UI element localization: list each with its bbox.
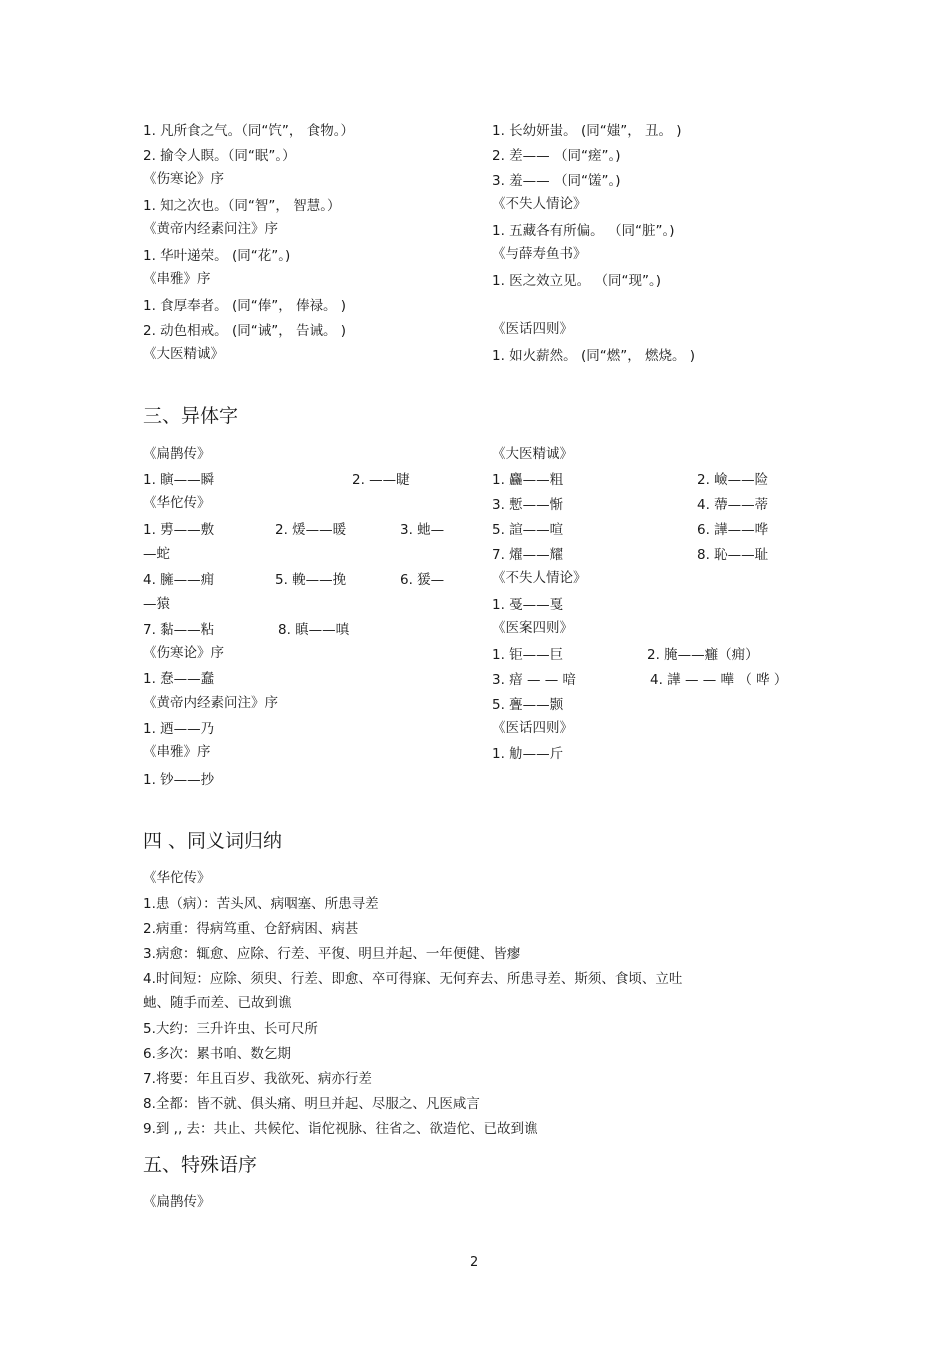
s3-right-item: 3. 瘖 — — 喑 bbox=[492, 672, 577, 688]
s3-left-item: 5. 輓——挽 bbox=[275, 572, 347, 588]
s5-source-bianque: 《扁鹊传》 bbox=[143, 1194, 211, 1210]
s3-right-source-bushi: 《不失人情论》 bbox=[492, 570, 587, 586]
page-number: 2 bbox=[470, 1255, 479, 1270]
tongjia-left-source-dayi: 《大医精诚》 bbox=[143, 346, 224, 362]
s3-right-item: 7. 燿——耀 bbox=[492, 547, 564, 563]
s3-right-item: 1. 戞——戛 bbox=[492, 597, 564, 613]
s4-line: 7.将要：年且百岁、我欲死、病亦行差 bbox=[143, 1071, 372, 1087]
tongjia-right-line-1: 1. 长幼妍蚩。 (同“媸”， 丑。 ) bbox=[492, 123, 682, 139]
s4-line: 4.时间短：应除、须臾、行差、即愈、卒可得寐、无何弃去、所患寻差、斯须、食顷、立吐 bbox=[143, 971, 683, 987]
s3-right-item: 4. 蔕——蒂 bbox=[697, 497, 769, 513]
s3-left-source-huatuo: 《华佗传》 bbox=[143, 495, 211, 511]
tongjia-left-line-1: 1. 凡所食之气。（同“饩”， 食物。） bbox=[143, 123, 354, 139]
s3-right-item: 5. 諠——喧 bbox=[492, 522, 564, 538]
s3-right-item: 8. 恥——耻 bbox=[697, 547, 769, 563]
tongjia-right-line-2: 2. 差—— （同“瘥”。) bbox=[492, 148, 621, 164]
tongjia-left-line-2: 2. 揄令人瞑。（同“眠”。） bbox=[143, 148, 296, 164]
s3-left-item-cont: —蛇 bbox=[143, 546, 170, 562]
tongjia-right-line-6: 1. 如火薪然。 (同“燃”， 燃烧。 ) bbox=[492, 348, 696, 364]
s4-line: 2.病重：得病笃重、仓舒病困、病甚 bbox=[143, 921, 359, 937]
tongjia-left-line-3: 1. 知之次也。（同“智”， 智慧。） bbox=[143, 198, 341, 214]
s4-source-huatuo: 《华佗传》 bbox=[143, 870, 211, 886]
s3-right-item: 3. 慙——惭 bbox=[492, 497, 564, 513]
s3-left-item: 1. 迺——乃 bbox=[143, 721, 215, 737]
s3-right-item: 6. 譁——哗 bbox=[697, 522, 769, 538]
section-4-heading: 四 、同义词归纳 bbox=[143, 830, 283, 852]
s3-left-item: 8. 瞋——嗔 bbox=[278, 622, 350, 638]
s3-right-item: 5. 亹——颢 bbox=[492, 697, 564, 713]
s3-right-source-yihua: 《医话四则》 bbox=[492, 720, 573, 736]
s4-line: 6.多次：累书咱、数乞期 bbox=[143, 1046, 291, 1062]
s3-right-item: 2. 嶮——险 bbox=[697, 472, 769, 488]
s3-left-item: 2. ——睫 bbox=[352, 472, 410, 488]
tongjia-left-line-6: 2. 动色相戒。 (同“诫”， 告诫。 ) bbox=[143, 323, 347, 339]
s3-left-item: 6. 猨— bbox=[400, 572, 445, 588]
s3-left-item: 1. 惷——蠢 bbox=[143, 671, 215, 687]
s3-left-source-huangdi: 《黄帝内经素问注》序 bbox=[143, 695, 278, 711]
s3-right-item: 4. 譁 — — 嘩 （ 哗 ） bbox=[650, 672, 788, 688]
s3-left-item: 4. 臃——痈 bbox=[143, 572, 215, 588]
s3-left-item: 1. 瞚——瞬 bbox=[143, 472, 215, 488]
s3-left-source-shanghanlun: 《伤寒论》序 bbox=[143, 645, 224, 661]
tongjia-right-line-4: 1. 五藏各有所偏。 （同“脏”。) bbox=[492, 223, 675, 239]
tongjia-right-source-bushi: 《不失人情论》 bbox=[492, 196, 587, 212]
tongjia-right-line-3: 3. 羞—— （同“馐”。) bbox=[492, 173, 621, 189]
s3-right-item: 1. 觔——斤 bbox=[492, 746, 564, 762]
s3-right-source-dayi: 《大医精诚》 bbox=[492, 446, 573, 462]
s4-line: 5.大约：三升许虫、长可尺所 bbox=[143, 1021, 318, 1037]
section-3-heading: 三、异体字 bbox=[143, 405, 239, 427]
tongjia-right-source-yihua: 《医话四则》 bbox=[492, 321, 573, 337]
s4-line: 3.病愈：辄愈、应除、行差、平復、明旦并起、一年便健、皆瘳 bbox=[143, 946, 521, 962]
s4-line-cont: 虵、随手而差、已故到谯 bbox=[143, 995, 292, 1011]
tongjia-left-line-4: 1. 华叶递荣。 (同“花”。) bbox=[143, 248, 291, 264]
s3-left-item: 1. 旉——敷 bbox=[143, 522, 215, 538]
s4-line: 8.全都：皆不就、俱头痛、明旦并起、尽服之、凡医咸言 bbox=[143, 1096, 480, 1112]
s3-left-item: 1. 钞——抄 bbox=[143, 772, 215, 788]
tongjia-left-line-5: 1. 食厚奉者。 (同“俸”， 俸禄。 ) bbox=[143, 298, 347, 314]
tongjia-right-source-xueshouyu: 《与薛寿鱼书》 bbox=[492, 246, 587, 262]
s3-right-item: 1. 麤——粗 bbox=[492, 472, 564, 488]
tongjia-left-source-huangdi: 《黄帝内经素问注》序 bbox=[143, 221, 278, 237]
tongjia-left-source-chuanya: 《串雅》序 bbox=[143, 271, 211, 287]
s3-right-item: 2. 腌——癰（痈） bbox=[647, 647, 759, 663]
s3-left-item: 7. 黏——粘 bbox=[143, 622, 215, 638]
s3-left-source-chuanya: 《串雅》序 bbox=[143, 744, 211, 760]
s3-left-item-cont: —猿 bbox=[143, 596, 170, 612]
s4-line: 9.到 ,, 去：共止、共候佗、诣佗视脉、往省之、欲造佗、已故到谯 bbox=[143, 1121, 538, 1137]
tongjia-right-line-5: 1. 医之效立见。 （同“现”。) bbox=[492, 273, 661, 289]
section-5-heading: 五、特殊语序 bbox=[143, 1154, 258, 1176]
s4-line: 1.患（病）：苦头风、病咽塞、所患寻差 bbox=[143, 896, 379, 912]
s3-left-source-bianque: 《扁鹊传》 bbox=[143, 446, 211, 462]
s3-right-source-yian: 《医案四则》 bbox=[492, 620, 573, 636]
s3-left-item: 2. 煖——暖 bbox=[275, 522, 347, 538]
s3-left-item: 3. 虵— bbox=[400, 522, 445, 538]
s3-right-item: 1. 钜——巨 bbox=[492, 647, 564, 663]
tongjia-left-source-shanghanlun: 《伤寒论》序 bbox=[143, 171, 224, 187]
